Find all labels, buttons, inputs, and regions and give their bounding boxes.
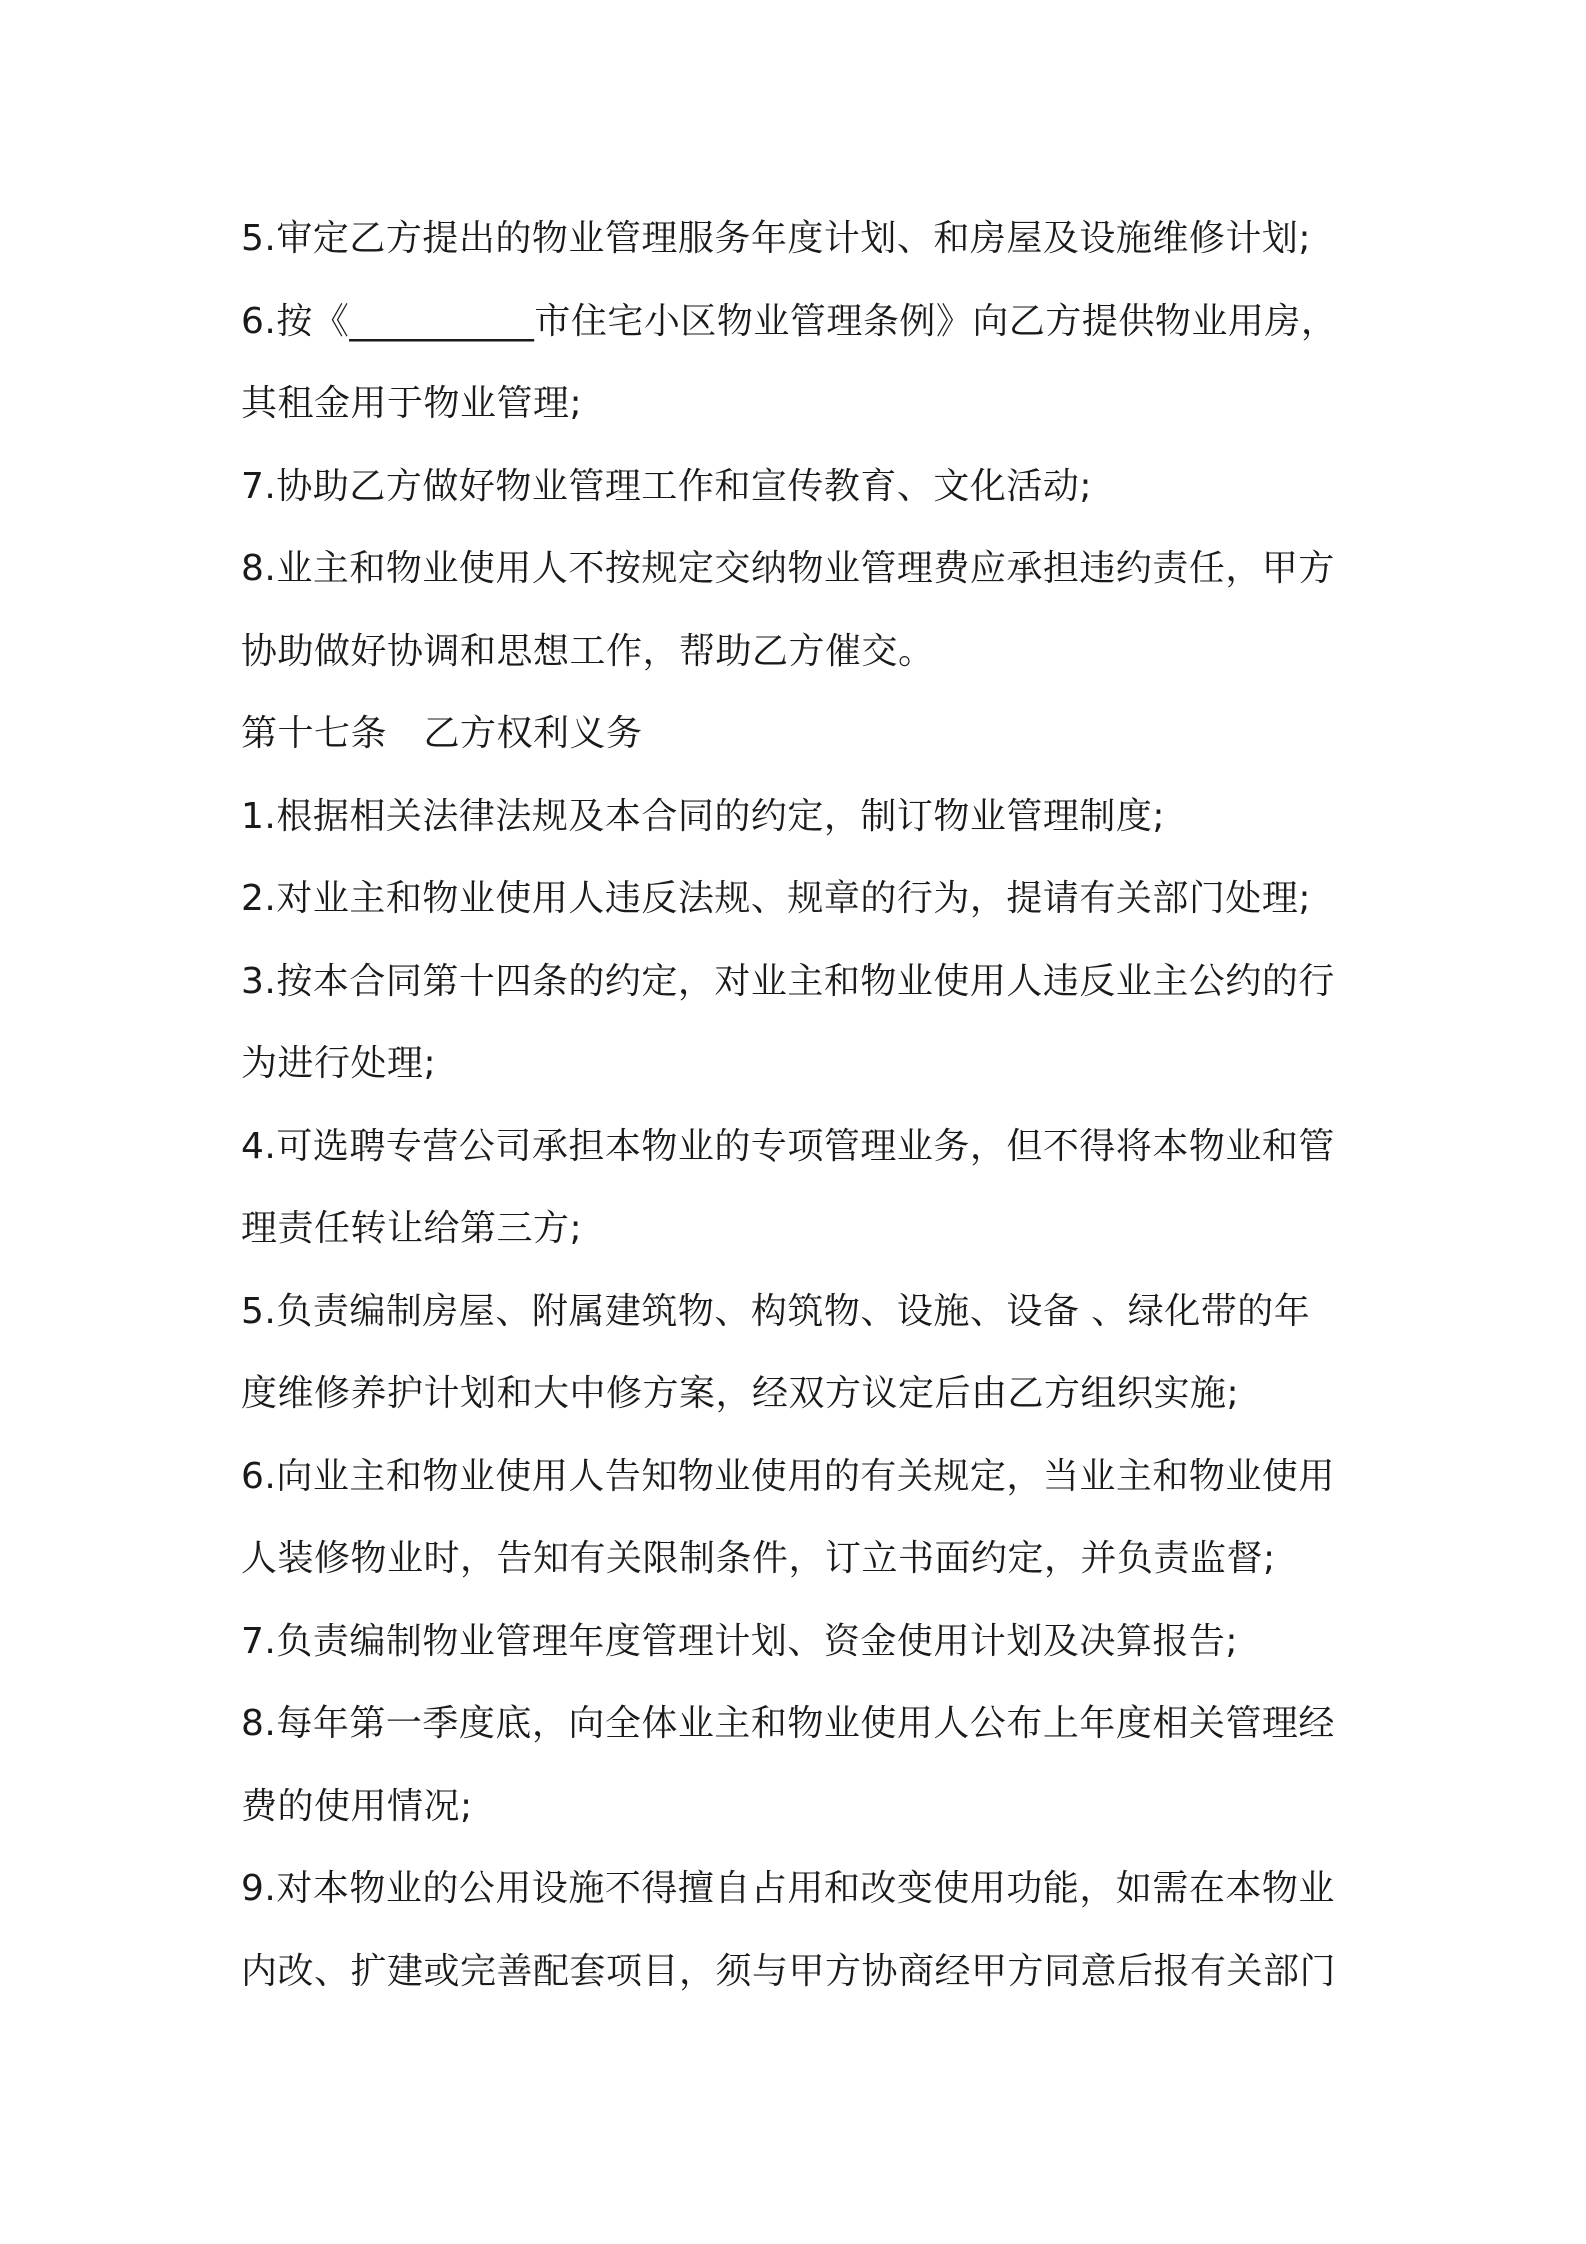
text-line: 8.业主和物业使用人不按规定交纳物业管理费应承担违约责任，甲方 <box>241 548 1335 589</box>
text-line: 5.负责编制房屋、附属建筑物、构筑物、设施、设备 、绿化带的年 <box>241 1290 1311 1332</box>
text-line: 协助做好协调和思想工作，帮助乙方催交。 <box>241 630 935 672</box>
text-line: 6.向业主和物业使用人告知物业使用的有关规定，当业主和物业使用 <box>241 1455 1335 1497</box>
text-line: 理责任转让给第三方; <box>241 1208 583 1249</box>
text-line: 度维修养护计划和大中修方案，经双方议定后由乙方组织实施; <box>241 1373 1240 1414</box>
contract-text <box>241 198 1361 2013</box>
text-line: 3.按本合同第十四条的约定，对业主和物业使用人违反业主公约的行 <box>241 960 1335 1002</box>
text-line: 费的使用情况; <box>241 1785 473 1827</box>
text-line: 8.每年第一季度底，向全体业主和物业使用人公布上年度相关管理经 <box>241 1703 1335 1744</box>
text-line: 1.根据相关法律法规及本合同的约定，制订物业管理制度; <box>241 795 1165 837</box>
text-line: 5.审定乙方提出的物业管理服务年度计划、和房屋及设施维修计划; <box>241 218 1311 259</box>
text-line: 7.负责编制物业管理年度管理计划、资金使用计划及决算报告; <box>241 1620 1238 1662</box>
section-heading: 第十七条 乙方权利义务 <box>241 713 643 754</box>
text-line: 6.按《__________市住宅小区物业管理条例》向乙方提供物业用房， <box>241 300 1338 342</box>
text-line: 内改、扩建或完善配套项目，须与甲方协商经甲方同意后报有关部门 <box>241 1950 1337 1992</box>
text-line: 9.对本物业的公用设施不得擅自占用和改变使用功能，如需在本物业 <box>241 1868 1335 1909</box>
text-line: 2.对业主和物业使用人违反法规、规章的行为，提请有关部门处理; <box>241 878 1311 919</box>
text-line: 为进行处理; <box>241 1043 437 1084</box>
text-line: 4.可选聘专营公司承担本物业的专项管理业务，但不得将本物业和管 <box>241 1125 1335 1167</box>
text-line: 人装修物业时，告知有关限制条件，订立书面约定，并负责监督; <box>241 1538 1276 1579</box>
text-line: 其租金用于物业管理; <box>241 383 583 424</box>
text-line: 7.协助乙方做好物业管理工作和宣传教育、文化活动; <box>241 465 1092 507</box>
